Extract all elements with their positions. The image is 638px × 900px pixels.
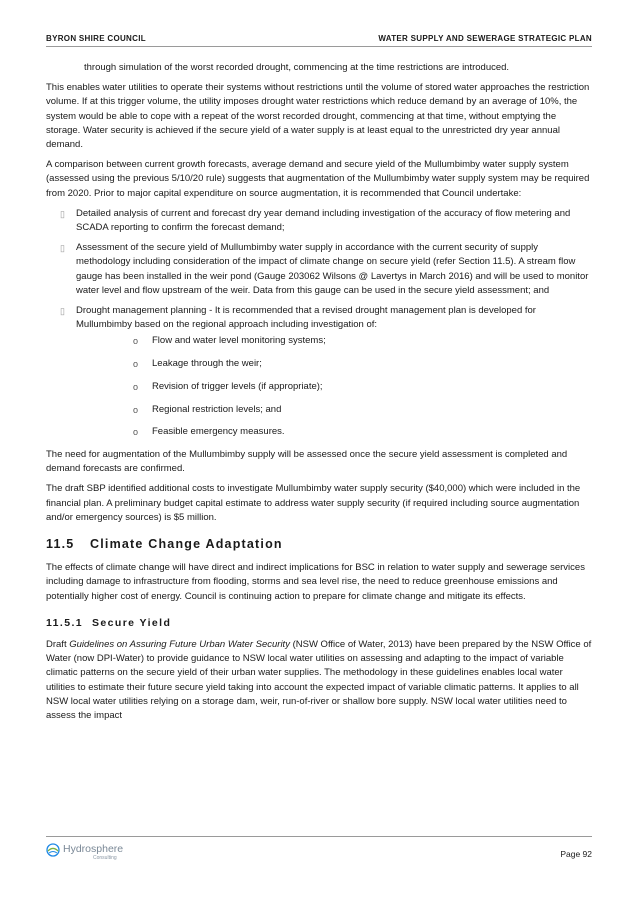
list-item-text: Assessment of the secure yield of Mullumbimby water supply in accordance with the current security of supply methodology including consideration of the impact of climate change on secure yield (refer Section 11.5). A stream flow gauge has been installed in the weir pond (Gauge 203062 Wilsons @ Lavertys in March 2016) and will be used to monitor water level and flow upstream of the weir. Data from this gauge can be used in the secure yield assessment; and: [76, 242, 589, 296]
sub-list-item-text: Flow and water level monitoring systems;: [152, 335, 326, 347]
list-item-text: Drought management planning - It is recommended that a revised drought management plan is developed for Mullumbimby based on the regional approach including investigation of:: [76, 305, 536, 331]
list-item: [46, 304, 592, 439]
sub-list-item-text: Revision of trigger levels (if appropriate);: [152, 380, 323, 392]
document-body: [46, 61, 592, 729]
header-organization: BYRON SHIRE COUNCIL: [46, 34, 146, 43]
circle-bullet-icon: o: [133, 359, 139, 370]
paragraph-climate-effects: The effects of climate change will have direct and indirect implications for BSC in relation to water supply and sewerage services including damage to infrastructure from flooding, storms and sea level rise, the need to reduce greenhouse emissions and potentially higher cost of energy. Council is continuing action to prepare for climate change and mitigate its effects.: [46, 562, 585, 602]
subsection-title: Secure Yield: [92, 616, 172, 629]
sub-list-item: [76, 403, 592, 417]
sub-list-item-text: Leakage through the weir;: [152, 358, 262, 370]
logo-name: Hydrosphere: [63, 843, 124, 855]
guidelines-text: (NSW Office of Water, 2013) have been prepared by the NSW Office of Water (now DPI-Water) to provide guidance to NSW local water utilities on assessing and adapting to the impact of variable climatic patterns on the secure yield of their urban water supplies. The methodology in these guidelines enables local water utilities to estimate their future secure yield taking into account the expected impact of variable climatic patterns. It applies to all NSW local water utilities relying on a storage dam, weir, run-of-river or shallow bore supply. NSW local water utilities need to assess the impact: [46, 639, 592, 722]
sub-list-item-text: Regional restriction levels; and: [152, 403, 282, 415]
subsection-number: 11.5.1: [46, 616, 84, 629]
logo-subtitle: Consulting: [93, 855, 117, 861]
list-item: [46, 241, 592, 298]
hydrosphere-logo: [46, 843, 123, 861]
bullet-icon: ▯: [60, 208, 65, 219]
guidelines-prefix: Draft: [46, 639, 70, 650]
bullet-icon: ▯: [60, 306, 65, 317]
paragraph-guidelines: [46, 638, 592, 723]
recommendation-list: [46, 207, 592, 440]
paragraph-comparison: A comparison between current growth forecasts, average demand and secure yield of the Mullumbimby water supply system (assessed using the previous 5/10/20 rule) suggests that augmentation of the Mullumbimby water supply system may be required from 2020. Prior to major capital expenditure on source augmentation, it is recommended that Council undertake:: [46, 159, 590, 199]
section-heading: [46, 537, 592, 551]
sub-list-item: [76, 425, 592, 439]
list-item-text: Detailed analysis of current and forecast dry year demand including investigation of the accuracy of flow metering and SCADA reporting to confirm the forecast demand;: [76, 207, 571, 234]
page-header: [46, 34, 592, 47]
sub-list-item: [76, 334, 592, 348]
subsection-heading: [46, 616, 592, 630]
section-number: 11.5: [46, 536, 75, 551]
sub-list-item-text: Feasible emergency measures.: [152, 426, 285, 438]
bullet-icon: ▯: [60, 243, 65, 254]
paragraph-augmentation-need: The need for augmentation of the Mullumbimby supply will be assessed once the secure yield assessment is completed and demand forecasts are confirmed.: [46, 448, 568, 475]
header-document-title: WATER SUPPLY AND SEWERAGE STRATEGIC PLAN: [378, 34, 592, 43]
logo-text: [63, 843, 123, 861]
page-footer: [46, 836, 592, 861]
section-title: Climate Change Adaptation: [90, 536, 283, 551]
investigation-sublist: [76, 334, 592, 439]
paragraph-water-security: This enables water utilities to operate their systems without restrictions until the volume of stored water approaches the restriction volume. If at this trigger volume, the utility imposes drought water restrictions which reduce demand by an average of 10%, the system would be able to cope with a repeat of the worst recorded drought, commencing at that time, without emptying the storage. Water security is achieved if the secure yield of a water supply is at least equal to the unrestricted dry year annual demand.: [46, 82, 590, 151]
continued-paragraph: through simulation of the worst recorded drought, commencing at the time restrictions are introduced.: [84, 62, 510, 73]
circle-bullet-icon: o: [133, 336, 139, 347]
page-number: Page 92: [560, 849, 592, 859]
sub-list-item: [76, 357, 592, 371]
paragraph-costs: The draft SBP identified additional costs to investigate Mullumbimby water supply security ($40,000) which were included in the financial plan. A preliminary budget capital estimate to address water supply security (if required including source augmentation and/or emergency sources) is $5 million.: [46, 483, 581, 523]
list-item: [46, 207, 592, 235]
sub-list-item: [76, 380, 592, 394]
guidelines-title: Guidelines on Assuring Future Urban Water Security: [69, 639, 290, 650]
circle-bullet-icon: o: [133, 404, 139, 415]
circle-bullet-icon: o: [133, 381, 139, 392]
circle-bullet-icon: o: [133, 427, 139, 438]
globe-logo-icon: [46, 843, 60, 857]
